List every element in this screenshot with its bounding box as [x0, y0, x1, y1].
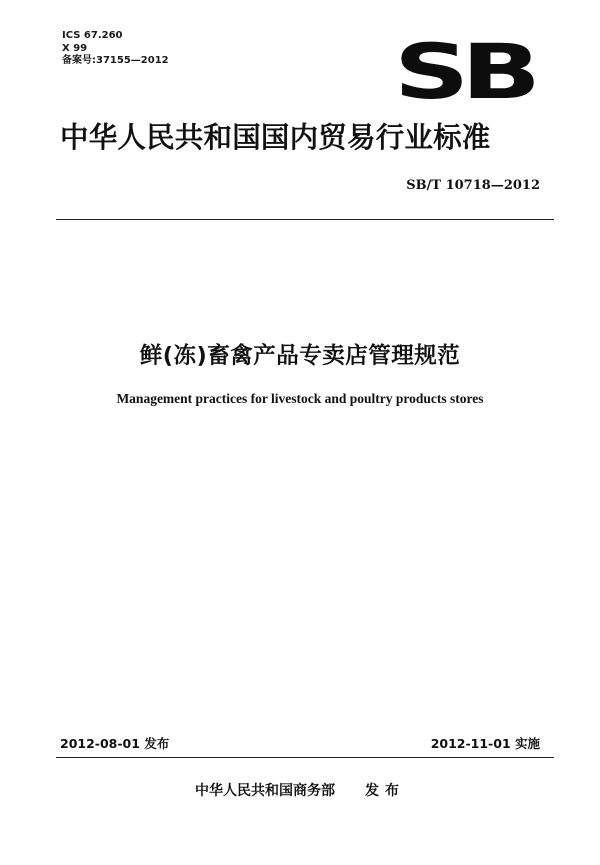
ccs-code: X 99: [62, 42, 88, 54]
filing-number: 备案号:37155—2012: [62, 55, 169, 66]
publisher-action: 发布: [365, 783, 405, 799]
standard-number: SB/T 10718—2012: [406, 178, 540, 193]
sb-logo-text: SB: [393, 27, 533, 116]
top-divider: [56, 219, 554, 220]
standard-title-chinese: 鲜(冻)畜禽产品专卖店管理规范: [139, 343, 461, 369]
sb-logo: [393, 27, 533, 116]
ics-code: ICS 67.260: [62, 30, 123, 41]
classification-block: [62, 30, 169, 68]
implementation-date: 2012-11-01 实施: [430, 736, 540, 751]
publisher-line: [0, 780, 600, 800]
bottom-divider: [56, 757, 554, 758]
issuing-body-title: 中华人民共和国国内贸易行业标准: [60, 121, 491, 154]
standard-title-english: Management practices for livestock and poultry products stores: [116, 391, 484, 406]
publisher-name: 中华人民共和国商务部: [195, 783, 335, 799]
issue-date: 2012-08-01 发布: [60, 736, 170, 751]
